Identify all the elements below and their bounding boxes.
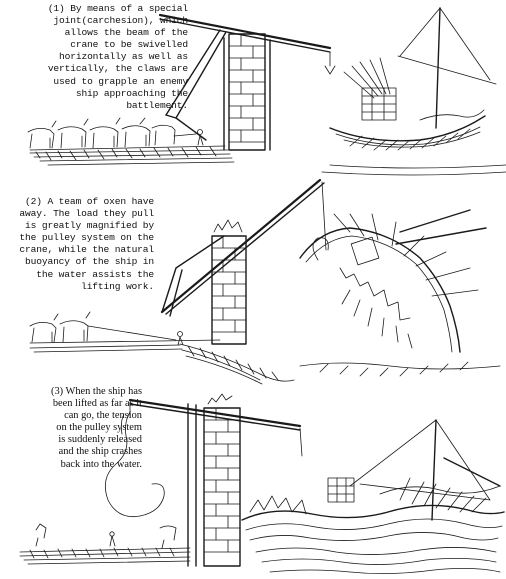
panel-1-ground	[30, 146, 234, 165]
panel-1-ship	[322, 8, 506, 175]
panel-2-crane	[162, 180, 326, 344]
panel-1-oxen	[28, 118, 203, 148]
panel-3-ship	[242, 420, 504, 574]
panel-3-ground	[20, 524, 190, 564]
panel-2-oxen	[30, 312, 183, 345]
panel-2-ship	[300, 210, 500, 376]
panel-1-caption: (1) By means of a special joint(carchesion), which allows the beam of the crane to be swivelled horizontally as well as vertically, the claws are used to grapple an enemy ship approaching the battlement.	[47, 3, 188, 111]
panel-3-caption: (3) When the ship has been lifted as far as it can go, the tension on the pulley system is suddenly released and the ship crashes back into the water.	[51, 386, 142, 470]
panel-3-crane	[130, 394, 302, 566]
panel-2-caption: (2) A team of oxen have away. The load they pull is greatly magnified by the pulley system on the crane, while the natural buoyancy of the ship in the water assists the lifting work.	[19, 196, 154, 292]
panel-2-ground	[30, 340, 294, 384]
